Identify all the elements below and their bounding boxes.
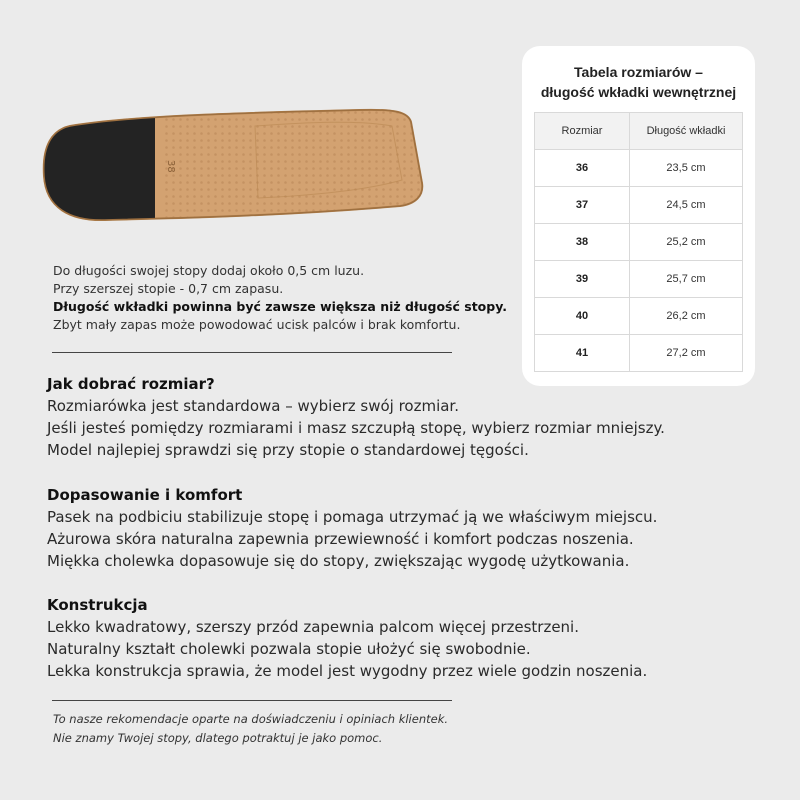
column-header-length: Długość wkładki bbox=[630, 113, 743, 150]
size-cell: 41 bbox=[535, 335, 630, 372]
table-header-row bbox=[535, 113, 743, 150]
section-line: Model najlepiej sprawdzi się przy stopie o standardowej tęgości. bbox=[47, 441, 529, 459]
length-cell: 27,2 cm bbox=[630, 335, 743, 372]
section-line: Rozmiarówka jest standardowa – wybierz swój rozmiar. bbox=[47, 397, 459, 415]
length-cell: 23,5 cm bbox=[630, 150, 743, 187]
table-row bbox=[535, 298, 743, 335]
size-cell: 40 bbox=[535, 298, 630, 335]
section-fit-comfort bbox=[47, 484, 747, 572]
length-cell: 25,7 cm bbox=[630, 261, 743, 298]
table-row bbox=[535, 150, 743, 187]
divider bbox=[52, 700, 452, 701]
table-row bbox=[535, 224, 743, 261]
disclaimer bbox=[53, 710, 653, 748]
section-line: Jeśli jesteś pomiędzy rozmiarami i masz szczupłą stopę, wybierz rozmiar mniejszy. bbox=[47, 419, 665, 437]
section-line: Pasek na podbiciu stabilizuje stopę i pomaga utrzymać ją we właściwym miejscu. bbox=[47, 508, 658, 526]
section-heading: Dopasowanie i komfort bbox=[47, 486, 243, 504]
disclaimer-line: To nasze rekomendacje oparte na doświadczeniu i opiniach klientek. bbox=[53, 712, 449, 726]
size-cell: 37 bbox=[535, 187, 630, 224]
section-line: Lekko kwadratowy, szerszy przód zapewnia palcom więcej przestrzeni. bbox=[47, 618, 579, 636]
length-cell: 25,2 cm bbox=[630, 224, 743, 261]
size-table bbox=[534, 112, 743, 372]
section-line: Naturalny kształt cholewki pozwala stopie ułożyć się swobodnie. bbox=[47, 640, 531, 658]
tip-line: Zbyt mały zapas może powodować ucisk palców i brak komfortu. bbox=[53, 317, 461, 332]
length-cell: 26,2 cm bbox=[630, 298, 743, 335]
tip-line-emphasis: Długość wkładki powinna być zawsze większa niż długość stopy. bbox=[53, 299, 507, 314]
fitting-tips bbox=[53, 262, 523, 334]
shoe-sole-image bbox=[30, 88, 450, 238]
table-row bbox=[535, 261, 743, 298]
tip-line: Do długości swojej stopy dodaj około 0,5 cm luzu. bbox=[53, 263, 365, 278]
size-chart-title-line: długość wkładki wewnętrznej bbox=[540, 84, 737, 100]
size-chart-title bbox=[522, 62, 755, 102]
table-row bbox=[535, 335, 743, 372]
length-cell: 24,5 cm bbox=[630, 187, 743, 224]
section-line: Ażurowa skóra naturalna zapewnia przewiewność i komfort podczas noszenia. bbox=[47, 530, 634, 548]
section-line: Miękka cholewka dopasowuje się do stopy, zwiększając wygodę użytkowania. bbox=[47, 552, 630, 570]
table-row bbox=[535, 187, 743, 224]
size-cell: 38 bbox=[535, 224, 630, 261]
disclaimer-line: Nie znamy Twojej stopy, dlatego potraktuj je jako pomoc. bbox=[53, 731, 383, 745]
section-heading: Konstrukcja bbox=[47, 596, 148, 614]
tip-line: Przy szerszej stopie - 0,7 cm zapasu. bbox=[53, 281, 284, 296]
section-construction bbox=[47, 594, 747, 682]
sole-size-mark: 38 bbox=[165, 160, 176, 173]
size-chart-card bbox=[522, 46, 755, 386]
section-size-selection bbox=[47, 373, 747, 461]
divider bbox=[52, 352, 452, 353]
size-chart-title-line: Tabela rozmiarów – bbox=[574, 64, 703, 80]
column-header-size: Rozmiar bbox=[535, 113, 630, 150]
size-cell: 39 bbox=[535, 261, 630, 298]
section-heading: Jak dobrać rozmiar? bbox=[47, 375, 215, 393]
section-line: Lekka konstrukcja sprawia, że model jest wygodny przez wiele godzin noszenia. bbox=[47, 662, 648, 680]
size-cell: 36 bbox=[535, 150, 630, 187]
